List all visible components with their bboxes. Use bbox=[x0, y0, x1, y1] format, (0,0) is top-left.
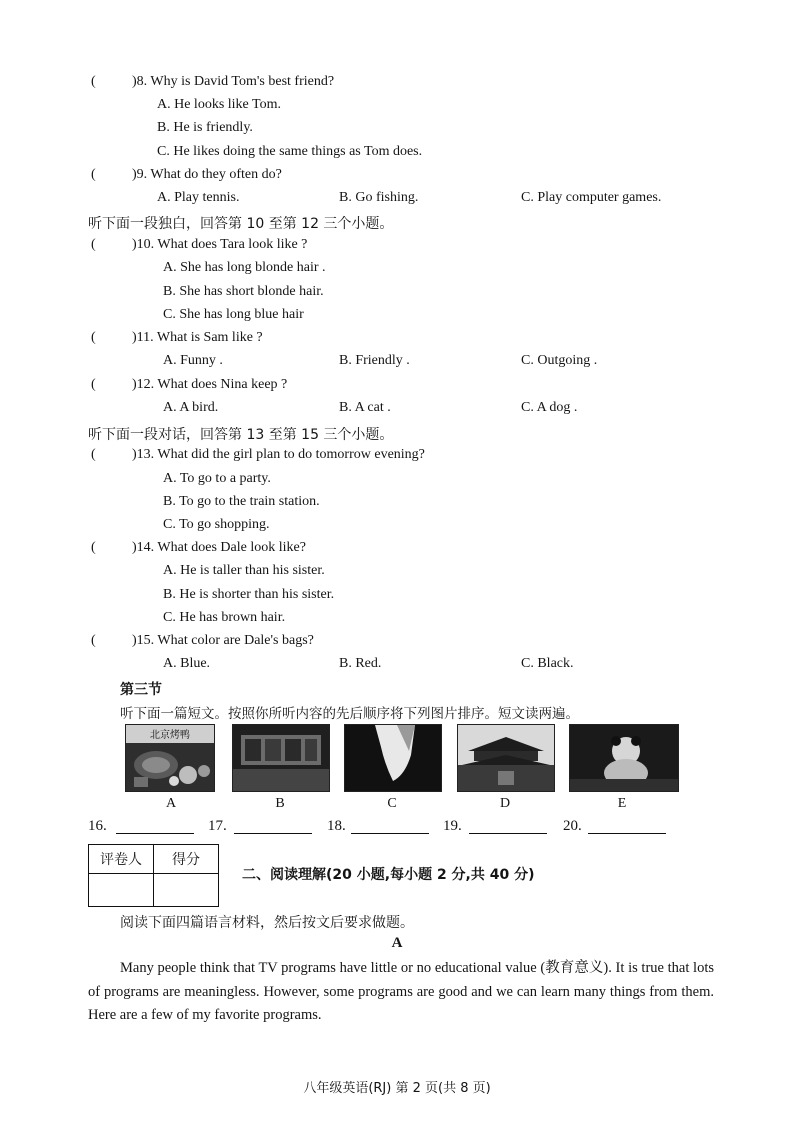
answer-blank[interactable] bbox=[351, 833, 429, 834]
part-instruction: 阅读下面四篇语言材料，然后按文后要求做题。 bbox=[120, 915, 414, 931]
picture-a bbox=[125, 724, 215, 792]
option-a: A. Play tennis. bbox=[157, 190, 240, 205]
page-footer: 八年级英语(RJ) 第 2 页(共 8 页) bbox=[303, 1081, 491, 1096]
answer-paren: ( bbox=[91, 540, 96, 555]
answer-paren: ( bbox=[91, 447, 96, 462]
option-a: A. To go to a party. bbox=[163, 471, 271, 486]
picture-label-c: C bbox=[387, 796, 397, 811]
answer-paren: ( bbox=[91, 377, 96, 392]
option-b: B. He is friendly. bbox=[157, 120, 253, 135]
section-instruction: 听下面一篇短文。按照你所听内容的先后顺序将下列图片排序。短文读两遍。 bbox=[120, 706, 579, 722]
question-stem: )14. What does Dale look like? bbox=[132, 540, 306, 555]
option-b: B. Red. bbox=[339, 656, 382, 671]
option-c: C. Black. bbox=[521, 656, 574, 671]
picture-d bbox=[457, 724, 555, 792]
answer-blank[interactable] bbox=[588, 833, 666, 834]
option-a: A. A bird. bbox=[163, 400, 219, 415]
option-a: A. Blue. bbox=[163, 656, 211, 671]
question-stem: )15. What color are Dale's bags? bbox=[132, 633, 314, 648]
section-heading: 第三节 bbox=[120, 682, 162, 698]
dialogue-instruction: 听下面一段对话，回答第 13 至第 15 三个小题。 bbox=[88, 427, 394, 443]
option-a: A. He looks like Tom. bbox=[157, 97, 281, 112]
blank-number: 18. bbox=[327, 818, 346, 834]
picture-b bbox=[232, 724, 330, 792]
option-a: A. Funny . bbox=[163, 353, 223, 368]
part-title: 二、阅读理解(20 小题,每小题 2 分,共 40 分) bbox=[242, 867, 535, 883]
blank-number: 17. bbox=[208, 818, 227, 834]
question-stem: )13. What did the girl plan to do tomorrow evening? bbox=[132, 447, 425, 462]
answer-paren: ( bbox=[91, 237, 96, 252]
answer-paren: ( bbox=[91, 633, 96, 648]
blank-number: 19. bbox=[443, 818, 462, 834]
option-c: C. He has brown hair. bbox=[163, 610, 286, 625]
option-a: A. She has long blonde hair . bbox=[163, 260, 326, 275]
roast-duck-sign: 北京烤鸭 bbox=[150, 730, 190, 741]
option-a: A. He is taller than his sister. bbox=[163, 563, 325, 578]
passage-label: A bbox=[391, 935, 403, 951]
monologue-instruction: 听下面一段独白，回答第 10 至第 12 三个小题。 bbox=[88, 216, 394, 232]
passage-paragraph: Many people think that TV programs have little or no educational value (教育意义). It is true that lots of programs are meaningless. However, some programs are good and we can learn many things from them. Here are a few of my favorite programs. bbox=[88, 960, 714, 1023]
picture-label-e: E bbox=[617, 796, 627, 811]
question-stem: )12. What does Nina keep ? bbox=[132, 377, 288, 392]
option-c: C. To go shopping. bbox=[163, 517, 270, 532]
grader-table bbox=[88, 844, 219, 907]
picture-label-b: B bbox=[275, 796, 285, 811]
picture-e bbox=[569, 724, 679, 792]
grader-cell[interactable] bbox=[89, 874, 154, 907]
option-c: C. He likes doing the same things as Tom does. bbox=[157, 144, 423, 159]
answer-blank[interactable] bbox=[116, 833, 194, 834]
option-b: B. Friendly . bbox=[339, 353, 410, 368]
picture-c bbox=[344, 724, 442, 792]
question-stem: )8. Why is David Tom's best friend? bbox=[132, 74, 335, 89]
question-stem: )10. What does Tara look like ? bbox=[132, 237, 308, 252]
option-c: C. She has long blue hair bbox=[163, 307, 304, 322]
option-c: C. A dog . bbox=[521, 400, 578, 415]
blank-number: 16. bbox=[88, 818, 107, 834]
score-header: 得分 bbox=[154, 845, 219, 874]
option-b: B. He is shorter than his sister. bbox=[163, 587, 335, 602]
option-c: C. Outgoing . bbox=[521, 353, 598, 368]
answer-blank[interactable] bbox=[234, 833, 312, 834]
option-b: B. Go fishing. bbox=[339, 190, 419, 205]
question-stem: )9. What do they often do? bbox=[132, 167, 282, 182]
option-b: B. A cat . bbox=[339, 400, 391, 415]
answer-paren: ( bbox=[91, 167, 96, 182]
grader-header: 评卷人 bbox=[89, 845, 154, 874]
answer-blank[interactable] bbox=[469, 833, 547, 834]
blank-number: 20. bbox=[563, 818, 582, 834]
option-b: B. She has short blonde hair. bbox=[163, 284, 324, 299]
picture-label-d: D bbox=[499, 796, 511, 811]
option-b: B. To go to the train station. bbox=[163, 494, 320, 509]
score-cell[interactable] bbox=[154, 874, 219, 907]
answer-paren: ( bbox=[91, 74, 96, 89]
question-stem: )11. What is Sam like ? bbox=[132, 330, 263, 345]
answer-paren: ( bbox=[91, 330, 96, 345]
picture-label-a: A bbox=[165, 796, 177, 811]
option-c: C. Play computer games. bbox=[521, 190, 662, 205]
